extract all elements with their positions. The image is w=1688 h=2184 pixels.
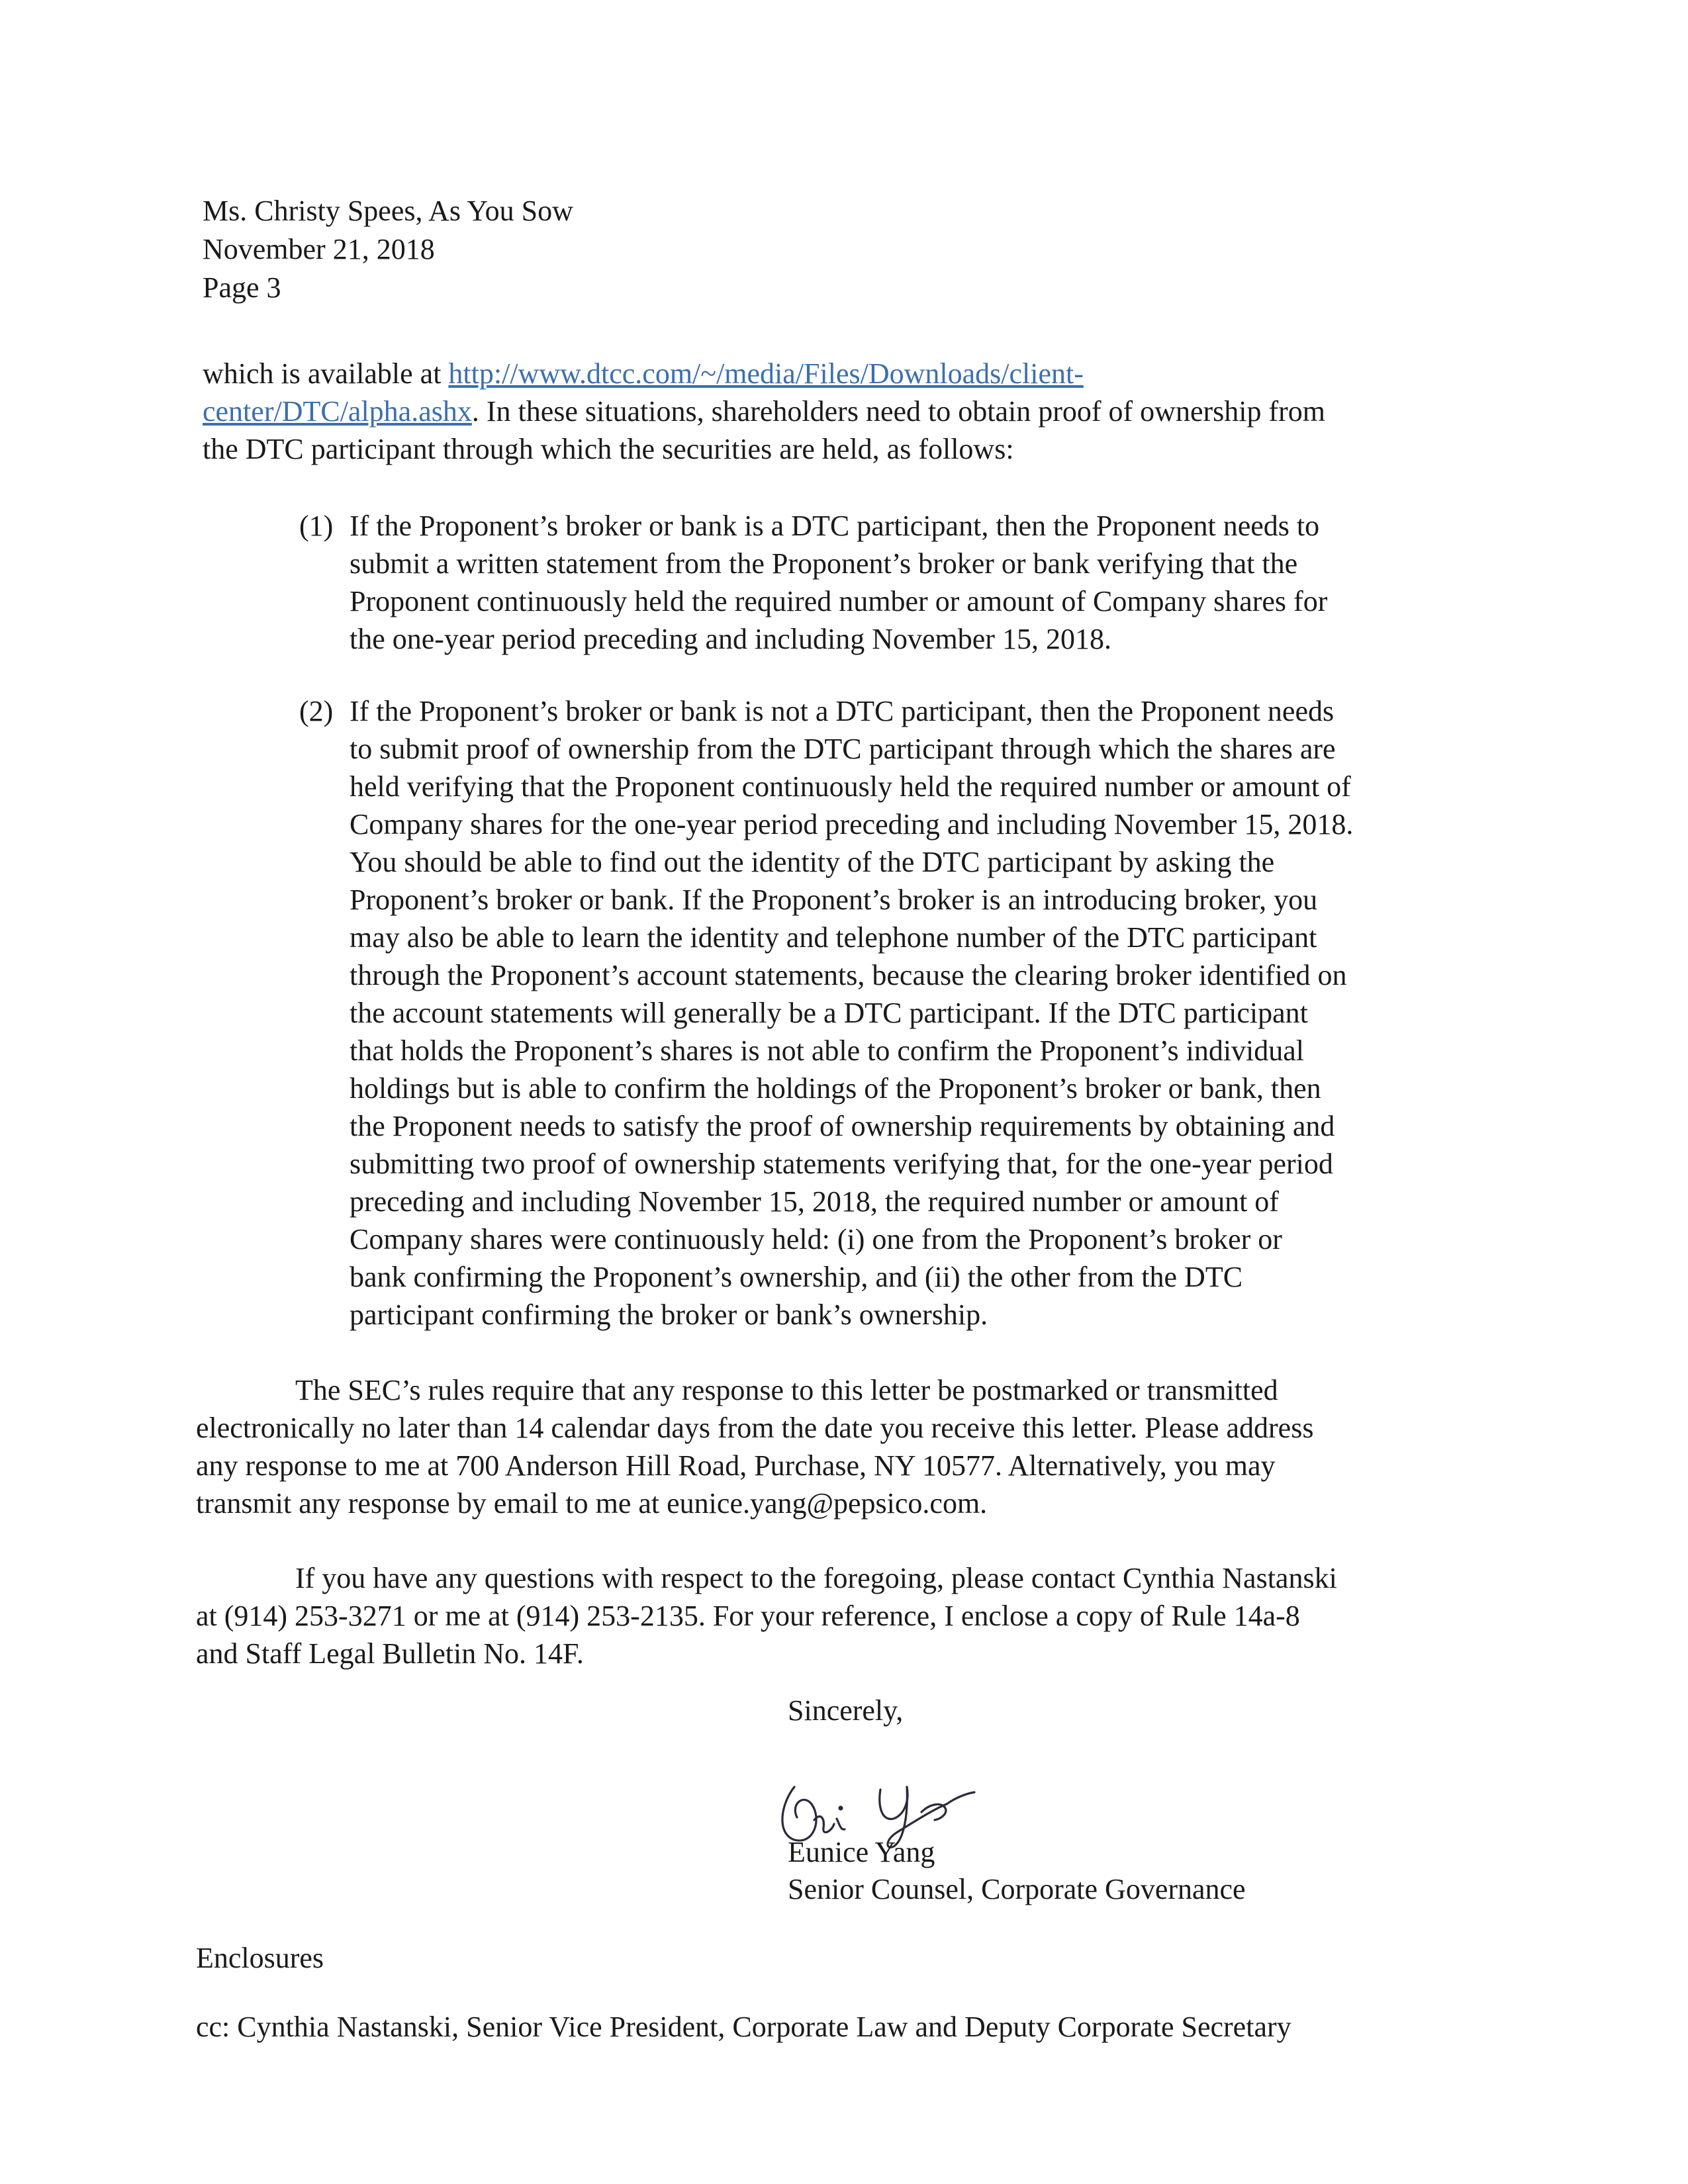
- paragraph-line: at (914) 253-3271 or me at (914) 253-2135. For your reference, I enclose a copy of Rule 14a-8: [196, 1600, 1300, 1632]
- list-item: [299, 692, 1511, 1334]
- list-item-line: bank confirming the Proponent’s ownership, and (ii) the other from the DTC: [350, 1261, 1243, 1293]
- list-item-line: held verifying that the Proponent continuously held the required number or amount of: [350, 770, 1351, 803]
- questions-paragraph: [196, 1559, 1493, 1672]
- list-item-line: preceding and including November 15, 2018, the required number or amount of: [350, 1185, 1279, 1218]
- list-item-line: may also be able to learn the identity and telephone number of the DTC participant: [350, 921, 1317, 954]
- paragraph-line: electronically no later than 14 calendar days from the date you receive this letter. Please address: [196, 1412, 1314, 1444]
- list-item-line: If the Proponent’s broker or bank is a DTC participant, then the Proponent needs to: [350, 510, 1320, 542]
- list-item-line: the one-year period preceding and including November 15, 2018.: [350, 623, 1111, 655]
- paragraph-line: transmit any response by email to me at eunice.yang@pepsico.com.: [196, 1487, 988, 1520]
- list-item-line: You should be able to find out the identity of the DTC participant by asking the: [350, 846, 1275, 878]
- paragraph-line: any response to me at 700 Anderson Hill Road, Purchase, NY 10577. Alternatively, you may: [196, 1449, 1276, 1482]
- letter-header: [203, 192, 573, 307]
- list-item-line: Proponent’s broker or bank. If the Proponent’s broker is an introducing broker, you: [350, 884, 1318, 916]
- cc-line: cc: Cynthia Nastanski, Senior Vice President, Corporate Law and Deputy Corporate Secretary: [196, 2011, 1291, 2043]
- recipient-line: Ms. Christy Spees, As You Sow: [203, 195, 573, 227]
- list-item-line: Proponent continuously held the required number or amount of Company shares for: [350, 585, 1328, 617]
- letter-date: November 21, 2018: [203, 233, 435, 265]
- signer-title: Senior Counsel, Corporate Governance: [788, 1873, 1246, 1905]
- intro-line-1: [203, 355, 1493, 392]
- list-item-line: through the Proponent’s account statements, because the clearing broker identified on: [350, 959, 1347, 991]
- list-number: (1): [299, 510, 334, 542]
- signer-name: Eunice Yang: [788, 1836, 935, 1868]
- paragraph-line: The SEC’s rules require that any response to this letter be postmarked or transmitted: [295, 1374, 1278, 1406]
- list-item-line: Company shares were continuously held: (i) one from the Proponent’s broker or: [350, 1223, 1282, 1255]
- page-number: Page 3: [203, 271, 281, 304]
- closing-salutation: Sincerely,: [788, 1694, 904, 1727]
- dtc-link-part-1[interactable]: http://www.dtcc.com/~/media/Files/Downloads/client-: [448, 357, 1084, 390]
- intro-line-2: [203, 392, 1493, 430]
- list-item-line: to submit proof of ownership from the DTC participant through which the shares are: [350, 733, 1336, 765]
- list-item-line: the Proponent needs to satisfy the proof of ownership requirements by obtaining and: [350, 1110, 1335, 1142]
- list-item-line: holdings but is able to confirm the holdings of the Proponent’s broker or bank, then: [350, 1072, 1321, 1105]
- list-item-body: [350, 692, 1511, 1334]
- dtc-link-part-2[interactable]: center/DTC/alpha.ashx: [203, 395, 472, 428]
- list-item-line: submit a written statement from the Proponent’s broker or bank verifying that the: [350, 547, 1298, 580]
- enclosures-label: Enclosures: [196, 1942, 324, 1974]
- sec-rules-paragraph: [196, 1371, 1493, 1522]
- list-item-body: [350, 507, 1511, 658]
- intro-line-3: the DTC participant through which the securities are held, as follows:: [203, 433, 1014, 465]
- list-item-line: that holds the Proponent’s shares is not able to confirm the Proponent’s individual: [350, 1034, 1305, 1067]
- intro-text: which is available at: [203, 357, 449, 390]
- paragraph-line: and Staff Legal Bulletin No. 14F.: [196, 1637, 584, 1670]
- list-item-line: If the Proponent’s broker or bank is not a DTC participant, then the Proponent needs: [350, 695, 1335, 727]
- list-item-line: Company shares for the one-year period preceding and including November 15, 2018.: [350, 808, 1354, 841]
- list-item-line: participant confirming the broker or bank’s ownership.: [350, 1298, 988, 1331]
- paragraph-line: If you have any questions with respect to the foregoing, please contact Cynthia Nastanski: [295, 1562, 1337, 1594]
- intro-paragraph: [203, 355, 1493, 468]
- list-item-line: submitting two proof of ownership statements verifying that, for the one-year period: [350, 1148, 1333, 1180]
- list-item-line: the account statements will generally be a DTC participant. If the DTC participant: [350, 997, 1308, 1029]
- list-number: (2): [299, 695, 334, 727]
- list-item: [299, 507, 1511, 658]
- intro-text-continued: . In these situations, shareholders need to obtain proof of ownership from: [471, 395, 1326, 428]
